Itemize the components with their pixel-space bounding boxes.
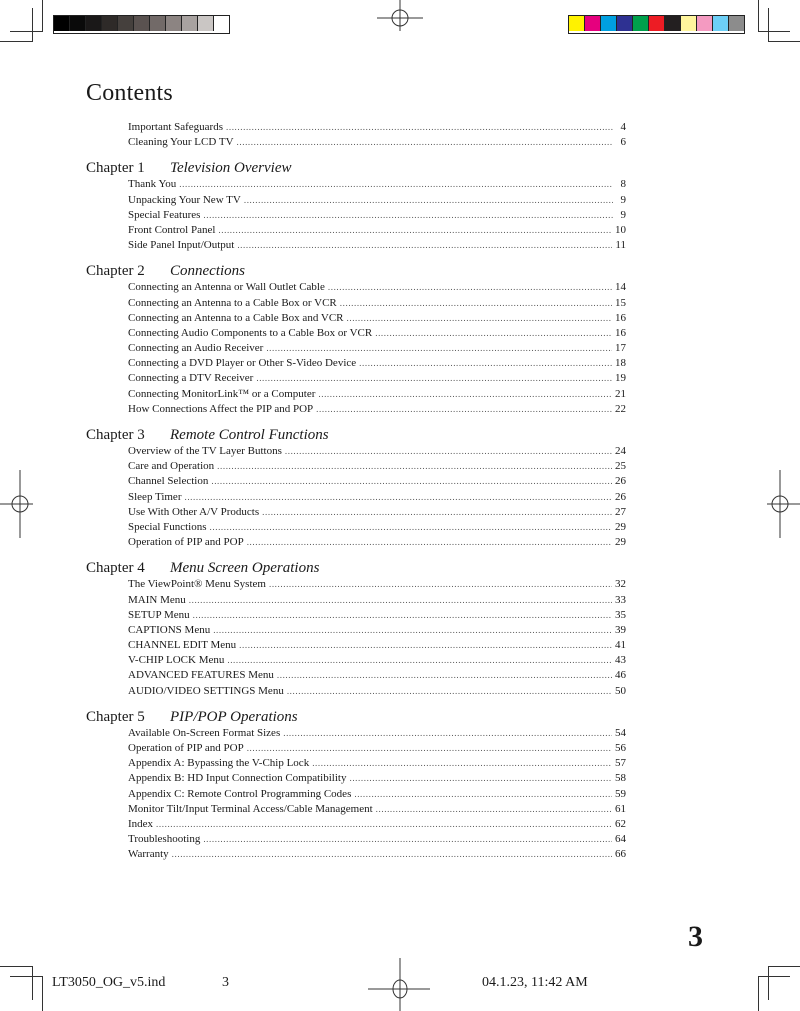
toc-entry-page: 33 — [615, 593, 626, 606]
toc-entry-title: Connecting a DVD Player or Other S-Video Device — [128, 357, 357, 370]
registration-mark-right — [766, 470, 800, 540]
toc-entry-title: Thank You — [128, 178, 177, 191]
dot-leader — [316, 402, 612, 417]
toc-entry-title: CHANNEL EDIT Menu — [128, 639, 237, 652]
dot-leader — [237, 238, 612, 253]
toc-entry[interactable] — [128, 402, 626, 417]
toc-entry-page: 24 — [615, 445, 626, 457]
dot-leader — [172, 847, 612, 862]
toc-entry-title: ADVANCED FEATURES Menu — [128, 669, 274, 682]
dot-leader — [227, 653, 612, 668]
color-swatch — [134, 16, 150, 31]
toc-entry[interactable] — [128, 371, 626, 386]
toc-entry-page: 16 — [615, 326, 626, 339]
toc-entry[interactable] — [128, 802, 626, 817]
dot-leader — [318, 387, 612, 402]
page-number: 3 — [688, 920, 703, 953]
chapter-number: Chapter 1 — [86, 160, 145, 177]
toc-entry-page: 29 — [615, 536, 626, 549]
toc-entry-title: Connecting an Audio Receiver — [128, 342, 264, 355]
color-swatch — [70, 16, 86, 31]
toc-entry[interactable] — [128, 520, 626, 535]
toc-entry-page: 11 — [615, 239, 626, 252]
toc-entry-page: 18 — [615, 357, 626, 370]
toc-entry-page: 19 — [615, 372, 626, 385]
toc-entry-title: The ViewPoint® Menu System — [128, 578, 266, 591]
chapter-heading[interactable] — [86, 559, 626, 577]
toc-entry[interactable] — [128, 832, 626, 847]
toc-entry[interactable] — [128, 787, 626, 802]
dot-leader — [210, 520, 612, 535]
dot-leader — [247, 535, 612, 550]
toc-entry-page: 27 — [615, 505, 626, 518]
page-title: Contents — [86, 80, 173, 106]
toc-entry-title: Overview of the TV Layer Buttons — [128, 445, 282, 457]
toc-entry-page: 57 — [615, 757, 626, 770]
toc-entry-page: 54 — [615, 726, 626, 739]
color-swatch — [102, 16, 118, 31]
dot-leader — [283, 726, 612, 741]
dot-leader — [203, 832, 612, 847]
dot-leader — [184, 490, 612, 505]
color-swatch — [617, 16, 633, 31]
toc-entry-page: 9 — [620, 208, 626, 221]
color-swatch — [585, 16, 601, 31]
toc-entry[interactable] — [128, 726, 626, 741]
dot-leader — [262, 505, 612, 520]
toc-entry[interactable] — [128, 653, 626, 668]
color-swatch — [569, 16, 585, 31]
toc-entry-title: Unpacking Your New TV — [128, 193, 241, 206]
dot-leader — [203, 208, 613, 223]
toc-entry[interactable] — [128, 193, 626, 208]
toc-entry[interactable] — [128, 120, 626, 135]
toc-entry-title: Operation of PIP and POP — [128, 742, 244, 754]
chapter-heading[interactable] — [86, 426, 626, 444]
toc-entry-title: Available On-Screen Format Sizes — [128, 726, 281, 739]
toc-entry-title: V-CHIP LOCK Menu — [128, 654, 225, 667]
dot-leader — [349, 771, 612, 786]
dot-leader — [269, 577, 612, 592]
toc-entry-title: Appendix C: Remote Control Programming Codes — [128, 787, 352, 800]
toc-entry-page: 22 — [615, 402, 626, 415]
color-swatch — [697, 16, 713, 31]
toc-entry[interactable] — [128, 208, 626, 223]
dot-leader — [239, 638, 612, 653]
toc-entry[interactable] — [128, 356, 626, 371]
toc-entry[interactable] — [128, 684, 626, 699]
toc-entry-title: Connecting an Antenna to a Cable Box or VCR — [128, 296, 337, 309]
toc-entry-page: 26 — [615, 490, 626, 503]
dot-leader — [359, 356, 612, 371]
slug-filename: LT3050_OG_v5.ind — [52, 975, 166, 990]
color-swatch — [601, 16, 617, 31]
toc-entry-page: 62 — [615, 817, 626, 830]
toc-entry-page: 8 — [620, 178, 626, 191]
dot-leader — [340, 296, 612, 311]
toc-entry-page: 29 — [615, 520, 626, 533]
toc-entry-page: 32 — [615, 578, 626, 591]
toc-entry-title: Operation of PIP and POP — [128, 536, 244, 549]
dot-leader — [179, 177, 613, 192]
dot-leader — [287, 684, 612, 699]
toc-entry-page: 4 — [620, 121, 626, 133]
toc-entry-title: Sleep Timer — [128, 490, 182, 503]
toc-entry-title: Connecting MonitorLink™ or a Computer — [128, 387, 316, 400]
toc-entry-page: 59 — [615, 787, 626, 800]
color-swatch — [665, 16, 681, 31]
dot-leader — [347, 311, 613, 326]
toc-entry-page: 66 — [615, 848, 626, 861]
color-swatch — [182, 16, 198, 31]
toc-entry[interactable] — [128, 741, 626, 756]
color-swatch — [729, 16, 744, 31]
chapter-title: Television Overview — [170, 160, 292, 177]
toc-entry-page: 61 — [615, 802, 626, 815]
toc-entry[interactable] — [128, 311, 626, 326]
color-swatch — [166, 16, 182, 31]
toc-entry[interactable] — [128, 817, 626, 832]
toc-entry-title: Side Panel Input/Output — [128, 239, 235, 252]
toc-entry-title: Cleaning Your LCD TV — [128, 136, 234, 149]
color-swatch — [86, 16, 102, 31]
toc-entry-page: 43 — [615, 654, 626, 667]
slug-timestamp: 04.1.23, 11:42 AM — [482, 975, 588, 990]
chapter-title: PIP/POP Operations — [170, 708, 298, 725]
dot-leader — [375, 326, 612, 341]
dot-leader — [247, 741, 612, 756]
registration-mark-left — [0, 470, 34, 540]
toc-entry-title: Special Functions — [128, 520, 207, 533]
color-swatch — [681, 16, 697, 31]
registration-mark-top — [370, 0, 430, 32]
toc-entry-page: 6 — [620, 136, 626, 149]
table-of-contents — [86, 120, 626, 863]
toc-entry-title: Monitor Tilt/Input Terminal Access/Cable Management — [128, 802, 373, 815]
toc-entry[interactable] — [128, 847, 626, 862]
toc-entry[interactable] — [128, 771, 626, 786]
toc-entry[interactable] — [128, 177, 626, 192]
dot-leader — [217, 459, 612, 474]
chapter-number: Chapter 5 — [86, 708, 145, 725]
color-swatch — [633, 16, 649, 31]
dot-leader — [226, 120, 613, 135]
dot-leader — [189, 593, 612, 608]
toc-entry[interactable] — [128, 608, 626, 623]
chapter-number: Chapter 2 — [86, 263, 145, 280]
toc-entry[interactable] — [128, 638, 626, 653]
toc-entry-page: 50 — [615, 684, 626, 697]
toc-entry-title: Index — [128, 817, 154, 830]
toc-entry-title: Connecting an Antenna or Wall Outlet Cable — [128, 281, 325, 294]
dot-leader — [376, 802, 612, 817]
toc-entry-title: Channel Selection — [128, 475, 209, 488]
chapter-heading[interactable] — [86, 262, 626, 280]
toc-entry[interactable] — [128, 474, 626, 489]
toc-entry-page: 64 — [615, 833, 626, 846]
toc-entry-page: 9 — [620, 193, 626, 206]
toc-entry-title: SETUP Menu — [128, 608, 190, 621]
toc-entry-title: Important Safeguards — [128, 121, 223, 133]
toc-entry[interactable] — [128, 756, 626, 771]
toc-entry[interactable] — [128, 280, 626, 295]
toc-entry[interactable] — [128, 223, 626, 238]
toc-entry-title: Connecting an Antenna to a Cable Box and VCR — [128, 311, 344, 324]
toc-entry-title: AUDIO/VIDEO SETTINGS Menu — [128, 684, 284, 697]
toc-entry[interactable] — [128, 326, 626, 341]
toc-entry[interactable] — [128, 459, 626, 474]
chapter-number: Chapter 4 — [86, 560, 145, 577]
chapter-number: Chapter 3 — [86, 427, 145, 443]
toc-entry-page: 35 — [615, 608, 626, 621]
toc-entry-title: CAPTIONS Menu — [128, 623, 211, 636]
dot-leader — [244, 193, 613, 208]
toc-entry-title: Use With Other A/V Products — [128, 505, 260, 518]
toc-entry-page: 17 — [615, 342, 626, 355]
process-color-bar — [568, 15, 745, 34]
toc-entry-page: 14 — [615, 281, 626, 294]
toc-entry-page: 16 — [615, 311, 626, 324]
chapter-heading[interactable] — [86, 159, 626, 177]
color-swatch — [118, 16, 134, 31]
toc-entry[interactable] — [128, 505, 626, 520]
toc-entry-title: Care and Operation — [128, 460, 215, 473]
toc-entry[interactable] — [128, 623, 626, 638]
toc-entry[interactable] — [128, 387, 626, 402]
dot-leader — [256, 371, 612, 386]
toc-entry-page: 10 — [615, 223, 626, 236]
toc-entry-title: Appendix B: HD Input Connection Compatibility — [128, 772, 347, 785]
toc-entry[interactable] — [128, 238, 626, 253]
toc-entry-page: 56 — [615, 742, 626, 754]
toc-entry-title: Appendix A: Bypassing the V-Chip Lock — [128, 757, 310, 770]
dot-leader — [354, 787, 612, 802]
toc-entry[interactable] — [128, 535, 626, 550]
toc-entry-page: 21 — [615, 387, 626, 400]
toc-entry[interactable] — [128, 135, 626, 150]
toc-entry-title: Special Features — [128, 208, 201, 221]
toc-entry-page: 26 — [615, 475, 626, 488]
color-swatch — [54, 16, 70, 31]
toc-entry-title: Troubleshooting — [128, 833, 201, 846]
color-swatch — [214, 16, 229, 31]
dot-leader — [266, 341, 612, 356]
toc-entry-page: 58 — [615, 772, 626, 785]
slug-page: 3 — [222, 975, 229, 990]
toc-entry-title: Warranty — [128, 848, 169, 861]
toc-entry[interactable] — [128, 341, 626, 356]
dot-leader — [156, 817, 612, 832]
toc-entry-page: 15 — [615, 296, 626, 309]
dot-leader — [218, 223, 612, 238]
color-swatch — [649, 16, 665, 31]
dot-leader — [213, 623, 612, 638]
chapter-title: Remote Control Functions — [170, 427, 329, 443]
toc-entry-page: 39 — [615, 623, 626, 636]
grayscale-color-bar — [53, 15, 230, 34]
dot-leader — [237, 135, 613, 150]
toc-entry-page: 46 — [615, 669, 626, 682]
toc-entry[interactable] — [128, 490, 626, 505]
dot-leader — [312, 756, 612, 771]
toc-entry[interactable] — [128, 593, 626, 608]
toc-entry-title: Front Control Panel — [128, 223, 216, 236]
toc-entry[interactable] — [128, 444, 626, 459]
toc-entry-page: 25 — [615, 460, 626, 473]
dot-leader — [193, 608, 612, 623]
chapter-heading[interactable] — [86, 708, 626, 726]
chapter-title: Menu Screen Operations — [170, 560, 320, 577]
dot-leader — [285, 444, 612, 459]
toc-entry-title: MAIN Menu — [128, 593, 186, 606]
toc-entry-title: Connecting a DTV Receiver — [128, 372, 254, 385]
dot-leader — [211, 474, 612, 489]
toc-entry-title: Connecting Audio Components to a Cable Box or VCR — [128, 326, 373, 339]
color-swatch — [713, 16, 729, 31]
chapter-title: Connections — [170, 263, 245, 280]
dot-leader — [277, 668, 612, 683]
toc-entry-page: 41 — [615, 639, 626, 652]
color-swatch — [198, 16, 214, 31]
toc-entry[interactable] — [128, 296, 626, 311]
color-swatch — [150, 16, 166, 31]
registration-mark-bottom — [368, 958, 432, 1011]
toc-entry[interactable] — [128, 668, 626, 683]
toc-entry[interactable] — [128, 577, 626, 592]
toc-entry-title: How Connections Affect the PIP and POP — [128, 402, 314, 415]
dot-leader — [328, 280, 612, 295]
